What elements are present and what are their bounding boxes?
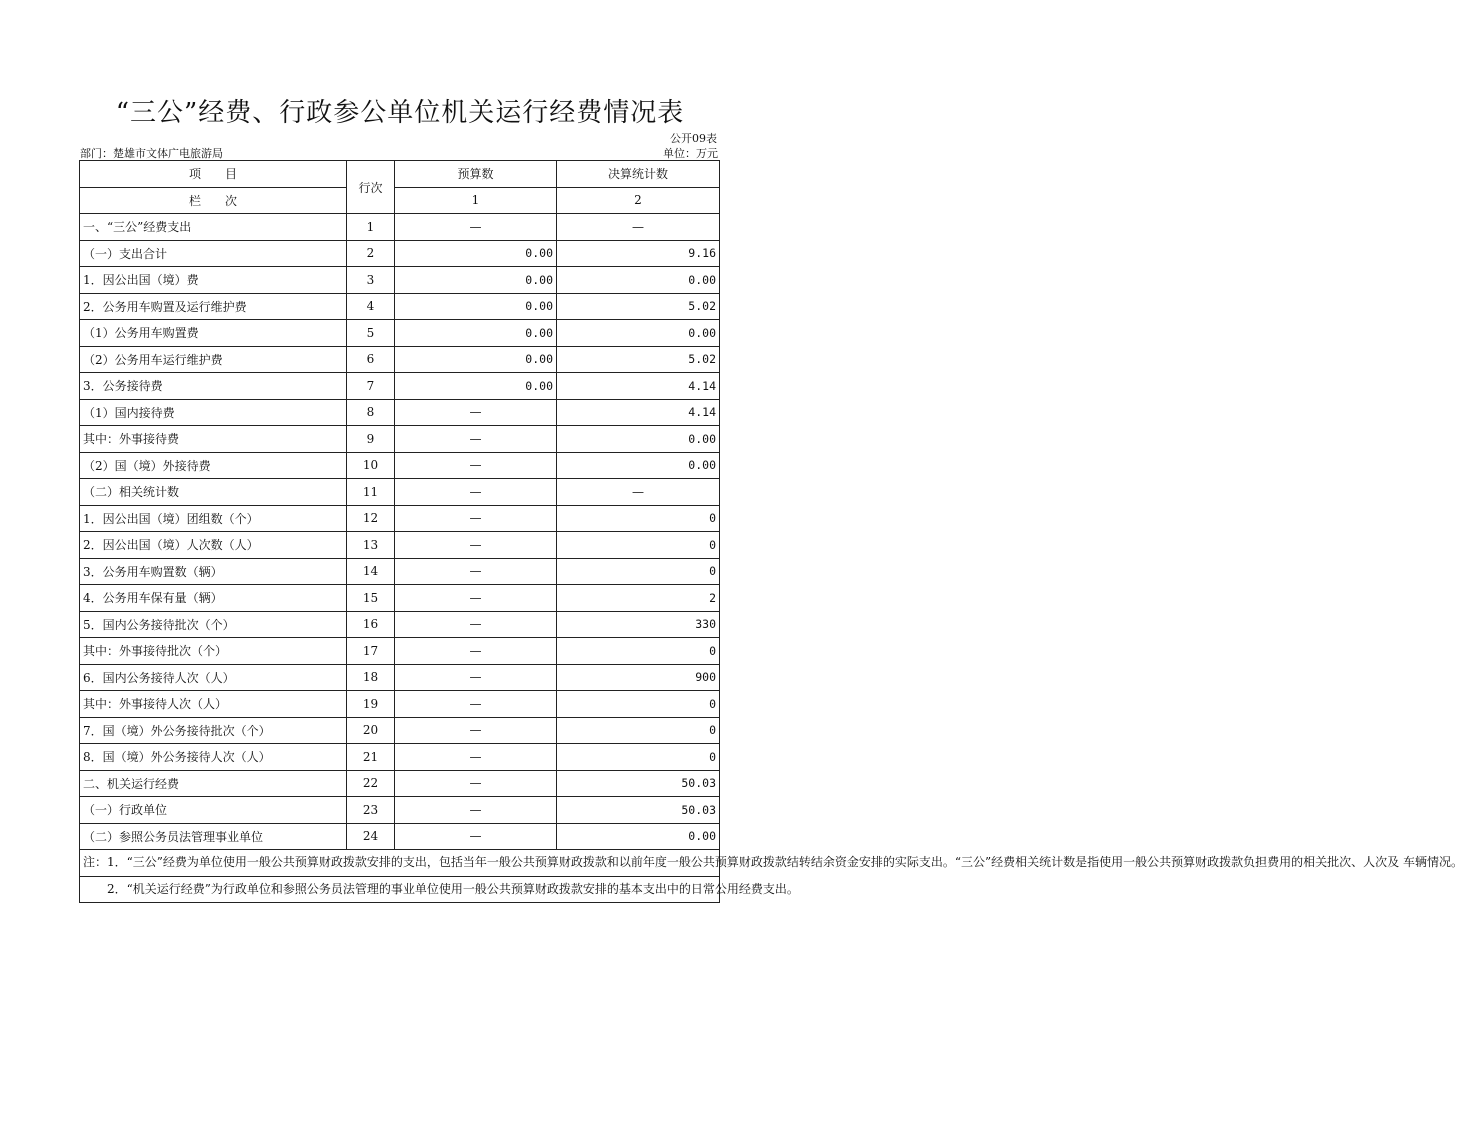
row-item-name: （二）参照公务员法管理事业单位: [80, 823, 347, 850]
row-item-name: 3．公务接待费: [80, 373, 347, 400]
row-item-name: （2）公务用车运行维护费: [80, 346, 347, 373]
row-final-value: 2: [557, 585, 720, 612]
row-final-value: 0.00: [557, 452, 720, 479]
row-final-value: 0: [557, 691, 720, 718]
column-index-1: 1: [395, 187, 557, 214]
row-number: 1: [347, 214, 395, 241]
row-budget-value: —: [395, 744, 557, 771]
row-budget-value: —: [395, 585, 557, 612]
row-number: 3: [347, 267, 395, 294]
row-budget-value: 0.00: [395, 320, 557, 347]
row-final-value: 0: [557, 744, 720, 771]
row-item-name: （一）支出合计: [80, 240, 347, 267]
row-item-name: 其中：外事接待费: [80, 426, 347, 453]
table-row: [80, 426, 720, 453]
row-budget-value: —: [395, 664, 557, 691]
table-row: [80, 293, 720, 320]
row-number: 16: [347, 611, 395, 638]
row-budget-value: —: [395, 638, 557, 665]
row-number: 8: [347, 399, 395, 426]
row-item-name: 7．国（境）外公务接待批次（个）: [80, 717, 347, 744]
row-item-name: （2）国（境）外接待费: [80, 452, 347, 479]
row-item-name: 5．国内公务接待批次（个）: [80, 611, 347, 638]
table-row: [80, 320, 720, 347]
column-index-2: 2: [557, 187, 720, 214]
row-item-name: 一、“三公”经费支出: [80, 214, 347, 241]
row-budget-value: 0.00: [395, 373, 557, 400]
row-number: 23: [347, 797, 395, 824]
row-item-name: 4．公务用车保有量（辆）: [80, 585, 347, 612]
row-number: 11: [347, 479, 395, 506]
table-row: [80, 638, 720, 665]
row-final-value: 0.00: [557, 426, 720, 453]
row-budget-value: —: [395, 399, 557, 426]
row-number: 15: [347, 585, 395, 612]
report-meta: [80, 145, 718, 161]
form-number: 公开09表: [670, 132, 717, 145]
row-number: 19: [347, 691, 395, 718]
row-final-value: 50.03: [557, 797, 720, 824]
table-note: 2．“机关运行经费”为行政单位和参照公务员法管理的事业单位使用一般公共预算财政拨款安排的基本支出中的日常公用经费支出。: [80, 876, 720, 903]
row-final-value: 0: [557, 505, 720, 532]
header-row-no: 行次: [347, 161, 395, 214]
row-budget-value: —: [395, 770, 557, 797]
table-note: 注：1．“三公”经费为单位使用一般公共预算财政拨款安排的支出，包括当年一般公共预算财政拨款和以前年度一般公共预算财政拨款结转结余资金安排的实际支出。“三公”经费相关统计数是指使用一般公共预算财政拨款负担费用的相关批次、人次及 车辆情况。: [80, 850, 720, 877]
row-item-name: （1）公务用车购置费: [80, 320, 347, 347]
row-final-value: 4.14: [557, 373, 720, 400]
row-budget-value: —: [395, 558, 557, 585]
table-row: [80, 585, 720, 612]
row-item-name: 6．国内公务接待人次（人）: [80, 664, 347, 691]
row-number: 20: [347, 717, 395, 744]
row-budget-value: —: [395, 479, 557, 506]
table-row: [80, 399, 720, 426]
table-row: [80, 452, 720, 479]
row-item-name: 2．公务用车购置及运行维护费: [80, 293, 347, 320]
row-item-name: 8．国（境）外公务接待人次（人）: [80, 744, 347, 771]
row-number: 9: [347, 426, 395, 453]
table-row: [80, 532, 720, 559]
row-final-value: 50.03: [557, 770, 720, 797]
row-budget-value: —: [395, 797, 557, 824]
row-item-name: 2．因公出国（境）人次数（人）: [80, 532, 347, 559]
row-number: 6: [347, 346, 395, 373]
note-row: [80, 876, 720, 903]
table-row: [80, 664, 720, 691]
header-row: [80, 161, 720, 188]
row-item-name: 其中：外事接待人次（人）: [80, 691, 347, 718]
row-number: 13: [347, 532, 395, 559]
row-budget-value: —: [395, 717, 557, 744]
table-row: [80, 558, 720, 585]
table-row: [80, 505, 720, 532]
department-label: 部门：楚雄市文体广电旅游局: [80, 147, 223, 160]
row-final-value: 4.14: [557, 399, 720, 426]
row-budget-value: —: [395, 823, 557, 850]
row-final-value: 9.16: [557, 240, 720, 267]
table-row: [80, 717, 720, 744]
row-final-value: 5.02: [557, 346, 720, 373]
table-row: [80, 770, 720, 797]
row-number: 7: [347, 373, 395, 400]
row-final-value: 0: [557, 638, 720, 665]
row-number: 2: [347, 240, 395, 267]
row-budget-value: 0.00: [395, 240, 557, 267]
row-final-value: 0.00: [557, 267, 720, 294]
table-row: [80, 479, 720, 506]
row-number: 18: [347, 664, 395, 691]
header-final: 决算统计数: [557, 161, 720, 188]
row-item-name: 1．因公出国（境）费: [80, 267, 347, 294]
table-row: [80, 823, 720, 850]
row-number: 24: [347, 823, 395, 850]
row-budget-value: —: [395, 452, 557, 479]
row-final-value: 900: [557, 664, 720, 691]
table-row: [80, 797, 720, 824]
row-budget-value: 0.00: [395, 267, 557, 294]
row-budget-value: 0.00: [395, 346, 557, 373]
note-row: [80, 850, 720, 877]
row-final-value: 5.02: [557, 293, 720, 320]
row-number: 17: [347, 638, 395, 665]
row-final-value: 0: [557, 532, 720, 559]
table-row: [80, 373, 720, 400]
row-item-name: 3．公务用车购置数（辆）: [80, 558, 347, 585]
table-row: [80, 214, 720, 241]
row-item-name: 其中：外事接待批次（个）: [80, 638, 347, 665]
column-index-row: [80, 187, 720, 214]
row-budget-value: —: [395, 691, 557, 718]
column-label: 栏 次: [80, 187, 347, 214]
row-item-name: （1）国内接待费: [80, 399, 347, 426]
row-final-value: 0: [557, 558, 720, 585]
row-item-name: 1．因公出国（境）团组数（个）: [80, 505, 347, 532]
table-row: [80, 267, 720, 294]
table-row: [80, 691, 720, 718]
row-final-value: —: [557, 214, 720, 241]
table-row: [80, 346, 720, 373]
row-number: 10: [347, 452, 395, 479]
header-item: 项 目: [80, 161, 347, 188]
row-item-name: （二）相关统计数: [80, 479, 347, 506]
row-number: 5: [347, 320, 395, 347]
row-budget-value: —: [395, 214, 557, 241]
row-final-value: —: [557, 479, 720, 506]
table-row: [80, 744, 720, 771]
expense-table: [79, 160, 1463, 903]
row-budget-value: —: [395, 505, 557, 532]
row-number: 22: [347, 770, 395, 797]
row-final-value: 0: [557, 717, 720, 744]
table-row: [80, 611, 720, 638]
header-budget: 预算数: [395, 161, 557, 188]
unit-label: 单位：万元: [663, 147, 718, 160]
row-budget-value: —: [395, 532, 557, 559]
row-final-value: 0.00: [557, 320, 720, 347]
row-budget-value: 0.00: [395, 293, 557, 320]
row-number: 21: [347, 744, 395, 771]
table-row: [80, 240, 720, 267]
row-final-value: 0.00: [557, 823, 720, 850]
row-number: 14: [347, 558, 395, 585]
row-number: 12: [347, 505, 395, 532]
row-number: 4: [347, 293, 395, 320]
row-item-name: 二、机关运行经费: [80, 770, 347, 797]
page-title: “三公”经费、行政参公单位机关运行经费情况表: [115, 98, 685, 128]
row-budget-value: —: [395, 611, 557, 638]
row-final-value: 330: [557, 611, 720, 638]
row-item-name: （一）行政单位: [80, 797, 347, 824]
row-budget-value: —: [395, 426, 557, 453]
